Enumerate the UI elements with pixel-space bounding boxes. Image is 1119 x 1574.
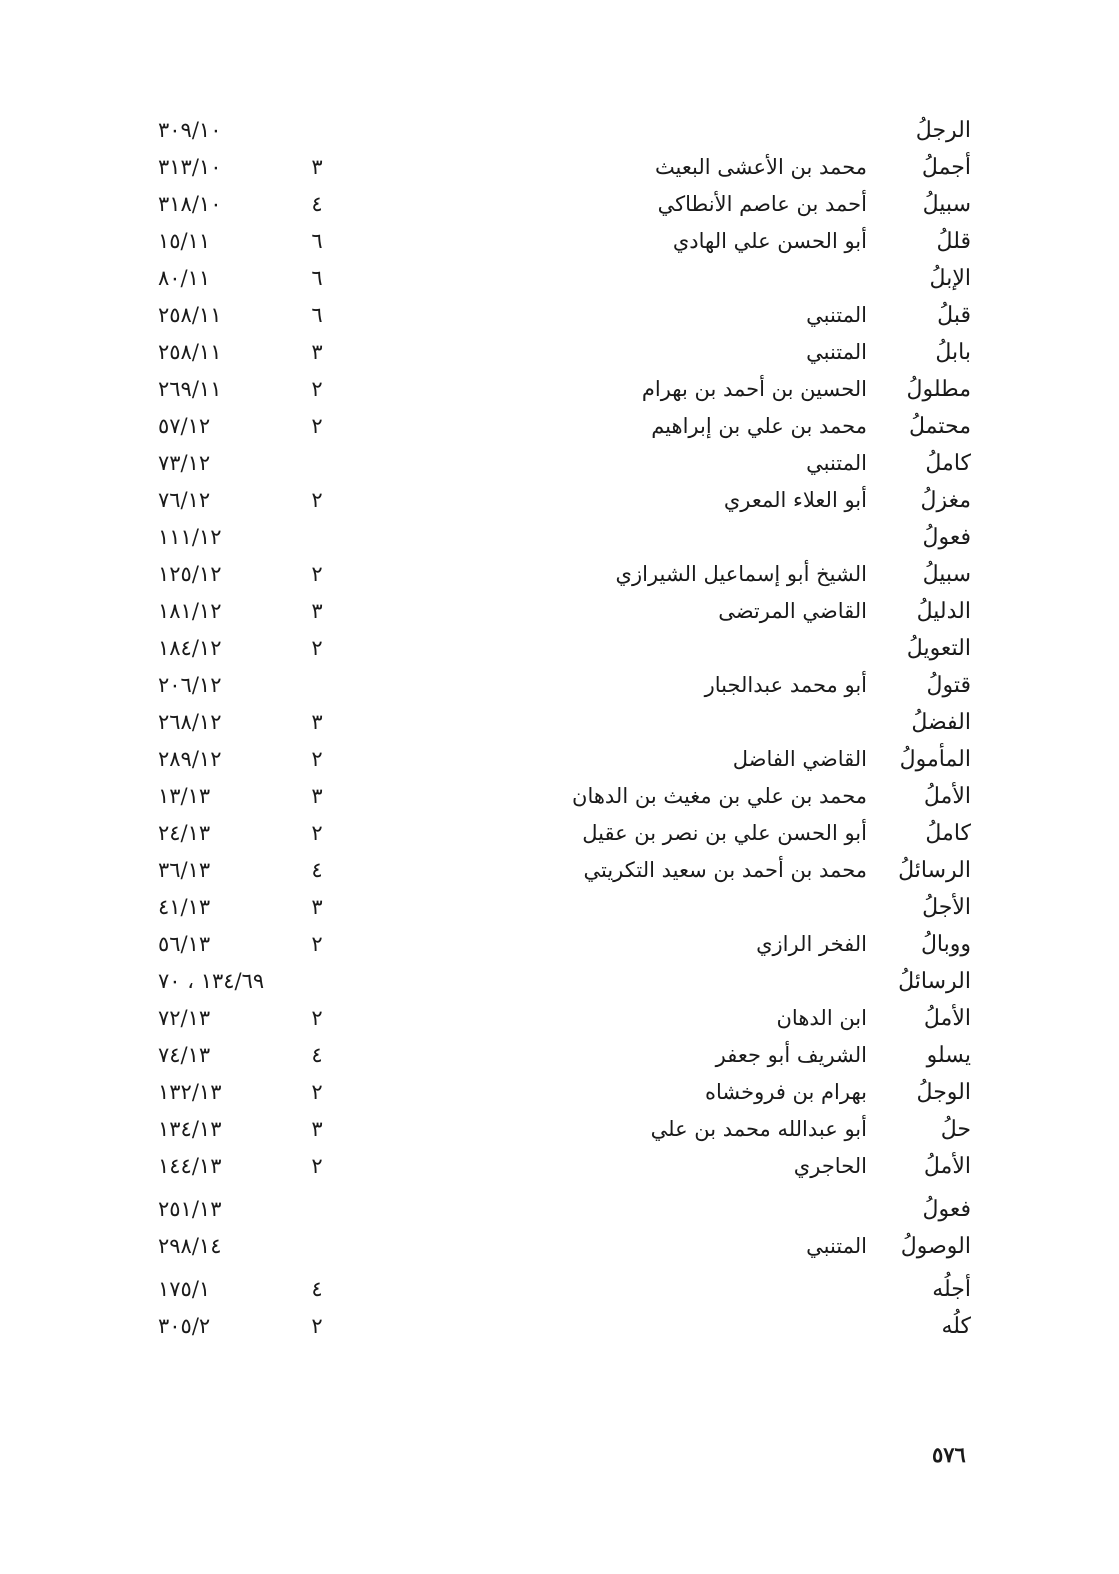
verse-count: ٢ [311, 562, 323, 586]
index-row [0, 1148, 1119, 1185]
volume-page-ref: ١٤٤/١٣ [158, 1154, 222, 1178]
rhyme-word: حلُ [940, 1117, 971, 1142]
poet-name: محمد بن علي بن مغيث بن الدهان [572, 784, 867, 808]
volume-page-ref: ٣٠٩/١٠ [158, 118, 222, 142]
rhyme-word: الأملُ [923, 1006, 971, 1031]
index-row [0, 112, 1119, 149]
index-row [0, 889, 1119, 926]
rhyme-word: الأملُ [923, 1154, 971, 1179]
poet-name: الحاجري [793, 1154, 867, 1178]
verse-count: ٦ [311, 229, 323, 253]
rhyme-word: سبيلُ [922, 192, 971, 217]
index-row [0, 482, 1119, 519]
poet-name: الحسين بن أحمد بن بهرام [641, 377, 867, 401]
verse-count: ٢ [311, 1006, 323, 1030]
volume-page-ref: ٣٦/١٣ [158, 858, 211, 882]
index-row [0, 223, 1119, 260]
rhyme-word: أجملُ [921, 155, 971, 180]
poet-name: المتنبي [806, 451, 867, 475]
index-row [0, 445, 1119, 482]
verse-count: ٣ [311, 155, 323, 179]
poet-name: محمد بن علي بن إبراهيم [651, 414, 867, 438]
index-row [0, 334, 1119, 371]
volume-page-ref: ١٣٤/١٣ [158, 1117, 222, 1141]
verse-count: ٣ [311, 784, 323, 808]
poet-name: القاضي المرتضى [718, 599, 867, 623]
verse-count: ٢ [311, 1154, 323, 1178]
index-row [0, 667, 1119, 704]
volume-page-ref: ٣١٣/١٠ [158, 155, 222, 179]
verse-count: ٣ [311, 599, 323, 623]
rhyme-word: قتولُ [926, 673, 971, 698]
verse-count: ٢ [311, 1080, 323, 1104]
rhyme-word: الرسائلُ [898, 969, 971, 994]
rhyme-word: الدليلُ [916, 599, 971, 624]
rhyme-word: ووبالُ [920, 932, 971, 957]
rhyme-word: قبلُ [937, 303, 971, 328]
volume-page-ref: ٢٩٨/١٤ [158, 1234, 222, 1258]
rhyme-word: الأجلُ [922, 895, 971, 920]
poet-name: أبو العلاء المعري [723, 488, 867, 512]
rhyme-word: الوصولُ [900, 1234, 971, 1259]
rhyme-word: مغزلُ [920, 488, 971, 513]
poet-name: الشيخ أبو إسماعيل الشيرازي [615, 562, 867, 586]
volume-page-ref: ١٨١/١٢ [158, 599, 222, 623]
index-row [0, 408, 1119, 445]
rhyme-word: بابلُ [935, 340, 971, 365]
poet-name: أبو عبدالله محمد بن علي [650, 1117, 867, 1141]
poet-name: الفخر الرازي [756, 932, 867, 956]
poet-name: المتنبي [806, 303, 867, 327]
volume-page-ref: ١٧٥/١ [158, 1277, 211, 1301]
index-row [0, 704, 1119, 741]
index-row [0, 1000, 1119, 1037]
verse-count: ٢ [311, 488, 323, 512]
poet-name: أبو الحسن علي الهادي [672, 229, 867, 253]
rhyme-word: أجلُه [932, 1277, 971, 1302]
index-row [0, 186, 1119, 223]
rhyme-word: الرسائلُ [898, 858, 971, 883]
verse-count: ٢ [311, 1314, 323, 1338]
index-row [0, 778, 1119, 815]
index-row [0, 852, 1119, 889]
volume-page-ref: ٧٣/١٢ [158, 451, 211, 475]
poet-name: بهرام بن فروخشاه [704, 1080, 867, 1104]
poet-name: أحمد بن عاصم الأنطاكي [657, 192, 867, 216]
page-number: ٥٧٦ [932, 1442, 966, 1467]
volume-page-ref: ١٨٤/١٢ [158, 636, 222, 660]
volume-page-ref: ٢٥١/١٣ [158, 1197, 222, 1221]
rhyme-word: الوجلُ [916, 1080, 971, 1105]
volume-page-ref: ١٢٥/١٢ [158, 562, 222, 586]
volume-page-ref: ٥٧/١٢ [158, 414, 211, 438]
rhyme-word: الرجلُ [915, 118, 971, 143]
index-row [0, 630, 1119, 667]
volume-page-ref: ٧٦/١٢ [158, 488, 211, 512]
index-row [0, 297, 1119, 334]
poet-name: المتنبي [806, 340, 867, 364]
volume-page-ref: ٢٨٩/١٢ [158, 747, 222, 771]
rhyme-word: الفضلُ [911, 710, 971, 735]
rhyme-word: فعولُ [922, 525, 971, 550]
verse-count: ٢ [311, 932, 323, 956]
index-row [0, 556, 1119, 593]
volume-page-ref: ١٣/١٣ [158, 784, 211, 808]
poet-name: الشريف أبو جعفر [715, 1043, 867, 1067]
poet-name: أبو محمد عبدالجبار [704, 673, 867, 697]
poet-name: محمد بن أحمد بن سعيد التكريتي [583, 858, 867, 882]
verse-count: ٤ [311, 192, 323, 216]
index-row [0, 593, 1119, 630]
volume-page-ref: ٤١/١٣ [158, 895, 211, 919]
index-row [0, 741, 1119, 778]
rhyme-word: كاملُ [925, 821, 971, 846]
rhyme-word: الأملُ [923, 784, 971, 809]
volume-page-ref: ١٣٢/١٣ [158, 1080, 222, 1104]
index-row [0, 371, 1119, 408]
rhyme-word: قللُ [936, 229, 971, 254]
volume-page-ref: ٢٤/١٣ [158, 821, 211, 845]
verse-count: ٦ [311, 266, 323, 290]
index-row [0, 1037, 1119, 1074]
verse-count: ٢ [311, 821, 323, 845]
poet-name: ابن الدهان [776, 1006, 867, 1030]
verse-count: ٣ [311, 895, 323, 919]
verse-count: ٤ [311, 858, 323, 882]
poet-name: أبو الحسن علي بن نصر بن عقيل [582, 821, 867, 845]
volume-page-ref: ٢٥٨/١١ [158, 303, 222, 327]
rhyme-index-table [0, 112, 1119, 1345]
volume-page-ref: ٣٠٥/٢ [158, 1314, 211, 1338]
poet-name: المتنبي [806, 1234, 867, 1258]
index-row [0, 1191, 1119, 1228]
index-row [0, 149, 1119, 186]
rhyme-word: سبيلُ [922, 562, 971, 587]
verse-count: ٣ [311, 710, 323, 734]
rhyme-word: الإبلُ [929, 266, 971, 291]
rhyme-word: محتملُ [908, 414, 971, 439]
index-row [0, 519, 1119, 556]
index-row [0, 1308, 1119, 1345]
volume-page-ref: ٢٦٨/١٢ [158, 710, 222, 734]
verse-count: ٢ [311, 636, 323, 660]
index-row [0, 1271, 1119, 1308]
rhyme-word: كلُه [941, 1314, 971, 1339]
volume-page-ref: ٧٢/١٣ [158, 1006, 211, 1030]
rhyme-word: المأمولُ [899, 747, 971, 772]
poet-name: القاضي الفاضل [732, 747, 867, 771]
rhyme-word: كاملُ [925, 451, 971, 476]
verse-count: ٤ [311, 1043, 323, 1067]
index-row [0, 1228, 1119, 1265]
verse-count: ٢ [311, 377, 323, 401]
rhyme-word: مطلولُ [906, 377, 971, 402]
index-row [0, 926, 1119, 963]
volume-page-ref: ٢٥٨/١١ [158, 340, 222, 364]
rhyme-word: يسلو [926, 1043, 971, 1068]
index-row [0, 260, 1119, 297]
rhyme-word: فعولُ [922, 1197, 971, 1222]
verse-count: ٣ [311, 340, 323, 364]
volume-page-ref: ٧٤/١٣ [158, 1043, 211, 1067]
volume-page-ref: ١١١/١٢ [158, 525, 222, 549]
index-row [0, 815, 1119, 852]
index-row [0, 1111, 1119, 1148]
rhyme-word: التعويلُ [906, 636, 971, 661]
volume-page-ref: ١٣٤/٦٩ ، ٧٠ [158, 969, 265, 993]
volume-page-ref: ٢٠٦/١٢ [158, 673, 222, 697]
volume-page-ref: ٥٦/١٣ [158, 932, 211, 956]
verse-count: ٣ [311, 1117, 323, 1141]
volume-page-ref: ٣١٨/١٠ [158, 192, 222, 216]
index-row [0, 1074, 1119, 1111]
volume-page-ref: ٢٦٩/١١ [158, 377, 222, 401]
verse-count: ٢ [311, 747, 323, 771]
verse-count: ٤ [311, 1277, 323, 1301]
index-row [0, 963, 1119, 1000]
poet-name: محمد بن الأعشى البعيث [654, 155, 867, 179]
volume-page-ref: ٨٠/١١ [158, 266, 211, 290]
verse-count: ٢ [311, 414, 323, 438]
verse-count: ٦ [311, 303, 323, 327]
volume-page-ref: ١٥/١١ [158, 229, 211, 253]
